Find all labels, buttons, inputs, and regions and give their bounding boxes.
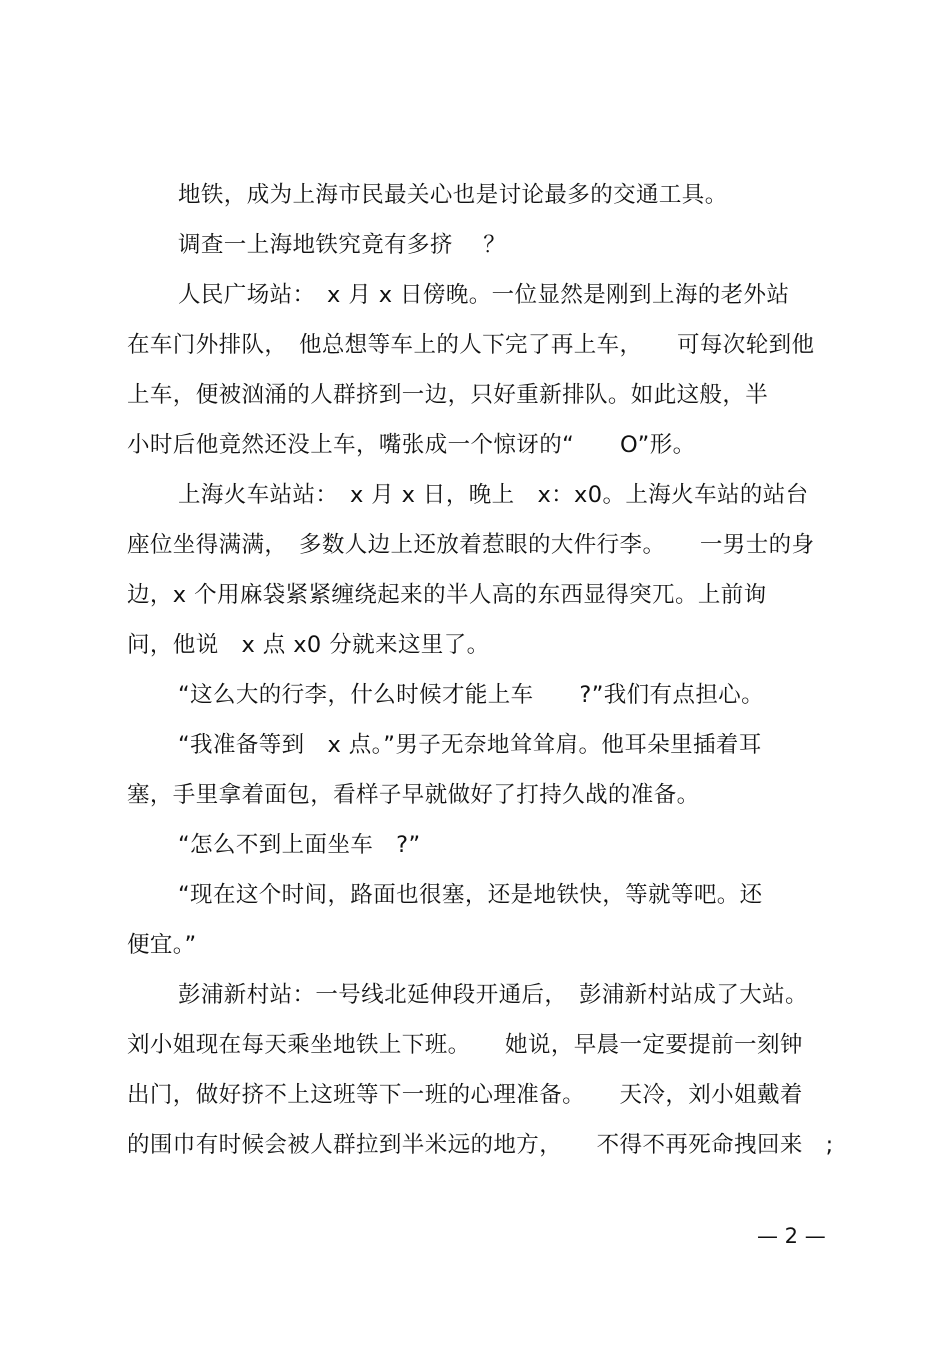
text-line: “这么大的行李，什么时候才能上车 ?”我们有点担心。 [178, 682, 765, 708]
text-line: “我准备等到 x 点。”男子无奈地耸耸肩。他耳朵里插着耳 [178, 732, 762, 758]
text-line: 地铁，成为上海市民最关心也是讨论最多的交通工具。 [178, 182, 728, 208]
text-line: 上海火车站站： x 月 x 日，晚上 x：x0。上海火车站的站台 [178, 482, 809, 508]
text-line: 彭浦新村站：一号线北延伸段开通后， 彭浦新村站成了大站。 [178, 982, 808, 1008]
text-line: “现在这个时间，路面也很塞，还是地铁快，等就等吧。还 [178, 882, 763, 908]
text-line: 人民广场站： x 月 x 日傍晚。一位显然是刚到上海的老外站 [178, 282, 790, 308]
text-line: “怎么不到上面坐车 ?” [178, 832, 421, 858]
page-number: — 2 — [757, 1224, 826, 1248]
text-line: 在车门外排队， 他总想等车上的人下完了再上车， 可每次轮到他 [127, 332, 815, 358]
text-line: 上车，便被汹涌的人群挤到一边，只好重新排队。如此这般，半 [127, 382, 769, 408]
text-line: 调查一上海地铁究竟有多挤 ？ [178, 232, 507, 258]
text-line: 出门，做好挤不上这班等下一班的心理准备。 天冷，刘小姐戴着 [127, 1082, 803, 1108]
text-line: 问，他说 x 点 x0 分就来这里了。 [127, 632, 490, 658]
text-line: 小时后他竟然还没上车，嘴张成一个惊讶的“ O”形。 [127, 432, 696, 458]
text-line: 的围巾有时候会被人群拉到半米远的地方， 不得不再死命拽回来 ; [127, 1132, 834, 1158]
text-line: 刘小姐现在每天乘坐地铁上下班。 她说，早晨一定要提前一刻钟 [127, 1032, 803, 1058]
text-line: 边，x 个用麻袋紧紧缠绕起来的半人高的东西显得突兀。上前询 [127, 582, 767, 608]
text-line: 便宜。” [127, 932, 197, 958]
text-line: 座位坐得满满， 多数人边上还放着惹眼的大件行李。 一男士的身 [127, 532, 815, 558]
text-line: 塞，手里拿着面包，看样子早就做好了打持久战的准备。 [127, 782, 700, 808]
